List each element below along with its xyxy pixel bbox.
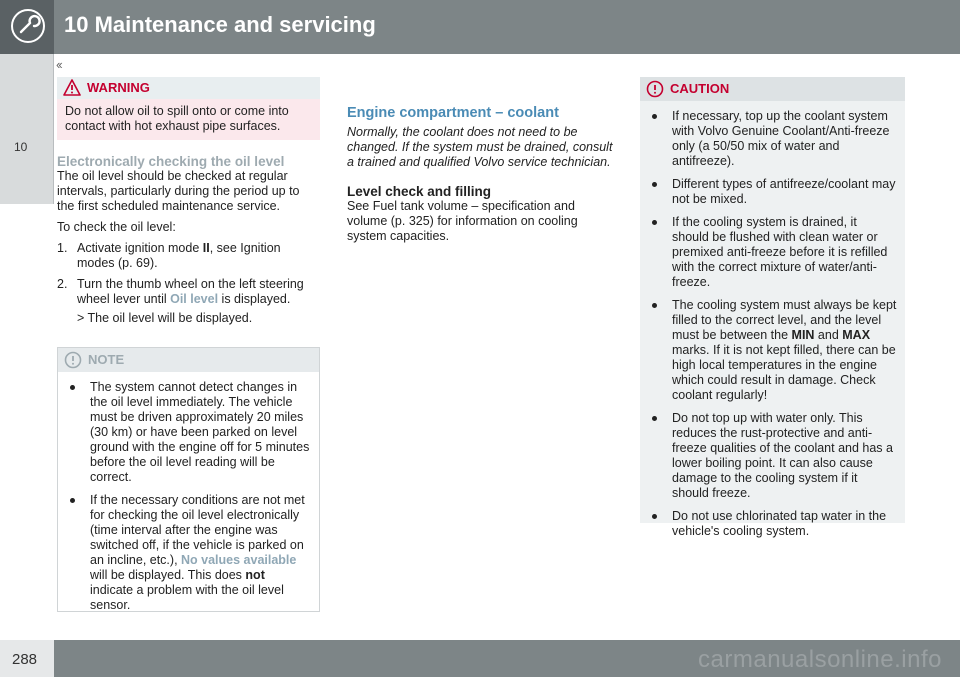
ignition-modes-link[interactable]: , see Ignition modes (p. 69).	[77, 241, 281, 270]
caution-item-text: If necessary, top up the coolant system with Volvo Genuine Coolant/Anti-freeze only (a 50/50 mix of water and antifreeze).	[672, 109, 890, 168]
note-item-text: If the necessary conditions are not met for checking the oil level electronically (time interval after the engine was switched off, if the vehicle is parked on an incline, etc.),	[90, 493, 305, 567]
max-mark-label: MAX	[842, 328, 871, 342]
note-item	[58, 380, 311, 485]
page-number: 288	[12, 651, 38, 668]
back-chevrons-icon[interactable]: ‹‹	[56, 57, 61, 72]
step-2-text-end: is displayed.	[218, 292, 291, 306]
note-header	[58, 348, 319, 372]
chapter-number: 10	[14, 140, 28, 154]
step-2	[57, 277, 320, 307]
oil-level-section	[57, 154, 320, 326]
chapter-marker[interactable]	[0, 54, 54, 204]
note-item	[58, 493, 311, 613]
caution-item	[640, 411, 897, 501]
bullet-icon	[70, 385, 75, 390]
chapter-title: 10 Maintenance and servicing	[64, 12, 376, 37]
caution-header	[640, 77, 905, 101]
caution-item	[640, 109, 897, 169]
bullet-icon	[652, 220, 657, 225]
coolant-heading: Engine compartment – coolant	[347, 105, 559, 121]
caution-icon	[646, 80, 664, 98]
oil-level-steps	[57, 241, 320, 307]
warning-box	[57, 77, 320, 140]
caution-item-text: Do not use chlorinated tap water in the vehicle's cooling system.	[672, 509, 887, 538]
wrench-icon	[10, 8, 46, 44]
note-item-text: The system cannot detect changes in the oil level immediately. The vehicle must be driven approximately 20 miles (30 km) or have been parked on level ground with the engine off for 5 minutes before the oil level reading will be correct.	[90, 380, 310, 484]
caution-item-text: If the cooling system is drained, it should be flushed with clean water or premixed anti-freeze before it is refilled with the correct mixture of water/anti-freeze.	[672, 215, 888, 289]
step-1-number: 1.	[57, 241, 68, 255]
caution-list	[640, 101, 905, 539]
bullet-icon	[652, 114, 657, 119]
step-2-text: Turn the thumb wheel on the left steering wheel lever until	[77, 277, 304, 306]
caution-item-text: The cooling system must always be kept filled to the correct level, and the level must be between the	[672, 298, 897, 342]
step-1-text: Activate ignition mode	[77, 241, 203, 255]
note-emphasis: not	[245, 568, 265, 582]
caution-item-text: and	[814, 328, 843, 342]
bullet-icon	[652, 416, 657, 421]
no-values-display-text: No values available	[181, 553, 297, 567]
note-title: NOTE	[88, 352, 125, 367]
warning-text: Do not allow oil to spill onto or come into contact with hot exhaust pipe surfaces.	[65, 104, 289, 133]
step-1	[57, 241, 320, 271]
coolant-intro: Normally, the coolant does not need to be changed. If the system must be drained, consult a trained and qualified Volvo service technician.	[347, 125, 613, 169]
caution-item	[640, 177, 897, 207]
caution-item	[640, 509, 897, 539]
caution-box	[640, 77, 905, 538]
level-check-heading: Level check and filling	[347, 184, 492, 199]
warning-triangle-icon	[63, 79, 81, 97]
watermark: carmanualsonline.info	[698, 646, 942, 673]
oil-level-intro: The oil level should be checked at regular intervals, particularly during the period up to the first scheduled maintenance service.	[57, 169, 300, 213]
coolant-section	[347, 106, 617, 250]
caution-item	[640, 298, 897, 403]
header-chapter-tab	[0, 0, 54, 54]
bullet-icon	[652, 303, 657, 308]
warning-title: WARNING	[87, 80, 150, 95]
note-item-text: will be displayed. This does	[90, 568, 246, 582]
caution-item-text: Different types of antifreeze/coolant may not be mixed.	[672, 177, 896, 206]
note-item-text: indicate a problem with the oil level sensor.	[90, 583, 284, 612]
ignition-mode-label: II	[202, 241, 210, 255]
note-list	[58, 372, 319, 613]
bullet-icon	[70, 498, 75, 503]
level-check-text: See Fuel tank volume – specification and volume (p. 325) for information on cooling system capacities.	[347, 199, 578, 243]
caution-item-text: marks. If it is not kept filled, there can be high local temperatures in the engine which could result in damage. Check coolant regularly!	[672, 343, 896, 402]
oil-level-lead: To check the oil level:	[57, 220, 176, 234]
info-icon	[64, 351, 82, 369]
bullet-icon	[652, 182, 657, 187]
caution-item-text: Do not top up with water only. This reduces the rust-protective and anti-freeze qualities of the coolant and has a lower boiling point. It can also cause damage to the cooling system if it should freeze.	[672, 411, 893, 500]
step-2-number: 2.	[57, 277, 68, 291]
oil-level-heading: Electronically checking the oil level	[57, 154, 285, 169]
min-mark-label: MIN	[791, 328, 815, 342]
bullet-icon	[652, 514, 657, 519]
note-box	[57, 347, 320, 612]
step-result: > The oil level will be displayed.	[77, 311, 253, 325]
caution-title: CAUTION	[670, 81, 730, 96]
warning-header	[57, 77, 320, 99]
oil-level-display-text: Oil level	[170, 292, 219, 306]
caution-item	[640, 215, 897, 290]
